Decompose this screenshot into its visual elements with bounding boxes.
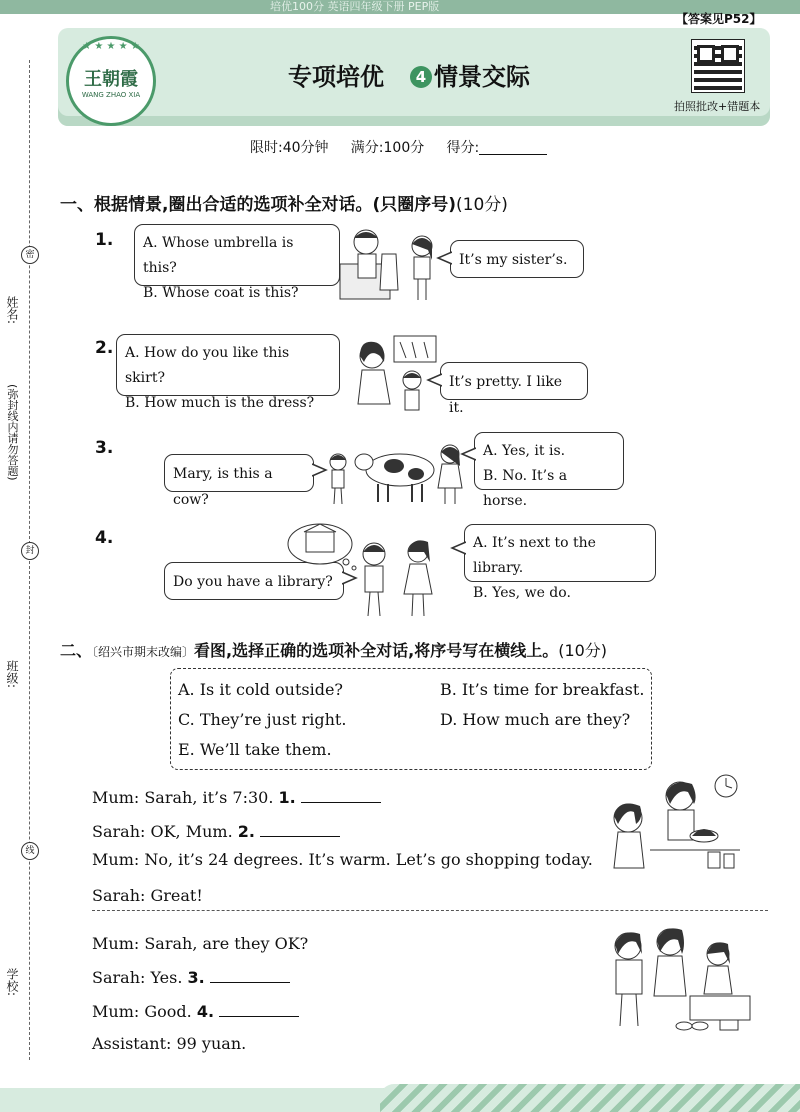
- answer-blank[interactable]: [260, 820, 340, 837]
- question-number: 2.: [95, 338, 114, 358]
- illustration-shop-clothes: [340, 334, 440, 418]
- dialogue-text: Mum: Sarah, it’s 7:30.: [92, 788, 274, 807]
- bottom-decoration: [380, 1084, 800, 1112]
- dialogue-text: Mum: Good.: [92, 1002, 192, 1021]
- option-b[interactable]: B. Whose coat is this?: [143, 285, 299, 301]
- logo-text: 王朝霞: [84, 69, 138, 90]
- option-b: B. It’s time for breakfast.: [440, 680, 645, 699]
- seal-note: (弥封线内请勿答题): [6, 384, 19, 481]
- class-label: 班级:: [5, 660, 19, 689]
- dialogue-line: Assistant: 99 yuan.: [92, 1034, 247, 1053]
- qr-code-icon[interactable]: [692, 40, 744, 92]
- illustration-library-children: [286, 522, 456, 622]
- option-b[interactable]: B. No. It’s a horse.: [483, 468, 568, 509]
- question-number: 4.: [95, 528, 114, 548]
- illustration-cow-children: [324, 440, 474, 512]
- option-b[interactable]: B. Yes, we do.: [473, 585, 571, 601]
- option-b[interactable]: B. How much is the dress?: [125, 395, 315, 411]
- qr-label: 拍照批改+错题本: [674, 100, 761, 113]
- star-icon: ★ ★ ★ ★ ★: [82, 41, 140, 52]
- score-label: 得分:: [446, 140, 480, 156]
- logo-subtext: WANG ZHAO XIA: [81, 91, 141, 99]
- dialogue-line: [92, 966, 290, 987]
- blank-number: 4.: [196, 1002, 215, 1021]
- title-left: 专项培优: [288, 63, 384, 91]
- seal-line: [29, 60, 30, 1060]
- dialogue-line: [92, 820, 340, 841]
- exam-meta: [250, 137, 547, 157]
- reply-bubble: It’s pretty. I like it.: [440, 362, 588, 400]
- prompt-bubble: Mary, is this a cow?: [164, 454, 314, 492]
- option-d: D. How much are they?: [440, 710, 631, 729]
- prompt-bubble: Do you have a library?: [164, 562, 344, 600]
- section2-heading: [60, 638, 607, 661]
- option-e: E. We’ll take them.: [178, 740, 332, 759]
- dialogue-line: [92, 1000, 299, 1021]
- option-a[interactable]: A. Whose umbrella is this?: [143, 235, 294, 276]
- reply-bubble: It’s my sister’s.: [450, 240, 584, 278]
- blank-number: 2.: [237, 822, 255, 841]
- seal-mark: 线: [21, 842, 39, 860]
- blank-number: 1.: [278, 788, 296, 807]
- time-limit: 限时:40分钟: [250, 140, 329, 156]
- score-field[interactable]: [479, 140, 547, 155]
- question-number: 3.: [95, 438, 114, 458]
- option-bubble: [474, 432, 624, 509]
- logo: [66, 36, 156, 126]
- answer-blank[interactable]: [219, 1000, 299, 1017]
- section1-points: (10分): [456, 195, 508, 215]
- dialogue-line: Sarah: Great!: [92, 886, 203, 905]
- option-bubble: [134, 224, 340, 301]
- option-bubble: [464, 524, 656, 601]
- option-a: A. Is it cold outside?: [178, 680, 343, 699]
- section1-heading: [60, 190, 508, 215]
- seal-mark: 密: [21, 246, 39, 264]
- section1-heading-text: 一、根据情景,圈出合适的选项补全对话。(只圈序号): [60, 195, 456, 215]
- dialogue-line: Mum: No, it’s 24 degrees. It’s warm. Let’s go shopping today.: [92, 850, 593, 869]
- option-c: C. They’re just right.: [178, 710, 347, 729]
- full-score: 满分:100分: [350, 140, 425, 156]
- page-title: [288, 57, 530, 92]
- dialogue-text: Sarah: OK, Mum.: [92, 822, 233, 841]
- option-a[interactable]: A. How do you like this skirt?: [125, 345, 290, 386]
- blank-number: 3.: [187, 968, 205, 987]
- answer-reference: 【答案见P52】: [676, 12, 762, 26]
- illustration-boy-girl-coat: [330, 224, 440, 314]
- option-bubble: [116, 334, 340, 411]
- title-right: 情景交际: [434, 63, 530, 91]
- dialogue-line: [92, 786, 381, 807]
- dialogue-line: Mum: Sarah, are they OK?: [92, 934, 309, 953]
- school-label: 学校:: [5, 968, 19, 997]
- section-divider: [92, 910, 768, 911]
- dialogue-text: Sarah: Yes.: [92, 968, 183, 987]
- answer-blank[interactable]: [210, 966, 290, 983]
- title-number-badge: 4: [410, 66, 432, 88]
- illustration-breakfast-kitchen: [600, 772, 750, 872]
- question-number: 1.: [95, 230, 114, 250]
- illustration-shoe-shop: [600, 924, 760, 1034]
- source-tag: 〔绍兴市期末改编〕: [92, 645, 195, 659]
- top-strip-text: 培优100分 英语四年级下册 PEP版: [270, 0, 440, 13]
- section2-points: (10分): [558, 641, 608, 660]
- option-a[interactable]: A. It’s next to the library.: [473, 535, 596, 576]
- name-label: 姓名:: [5, 296, 19, 325]
- answer-blank[interactable]: [301, 786, 381, 803]
- section2-prefix: 二、: [60, 641, 93, 660]
- seal-mark: 封: [21, 542, 39, 560]
- section2-heading-text: 看图,选择正确的选项补全对话,将序号写在横线上。: [194, 641, 559, 660]
- option-a[interactable]: A. Yes, it is.: [483, 443, 566, 459]
